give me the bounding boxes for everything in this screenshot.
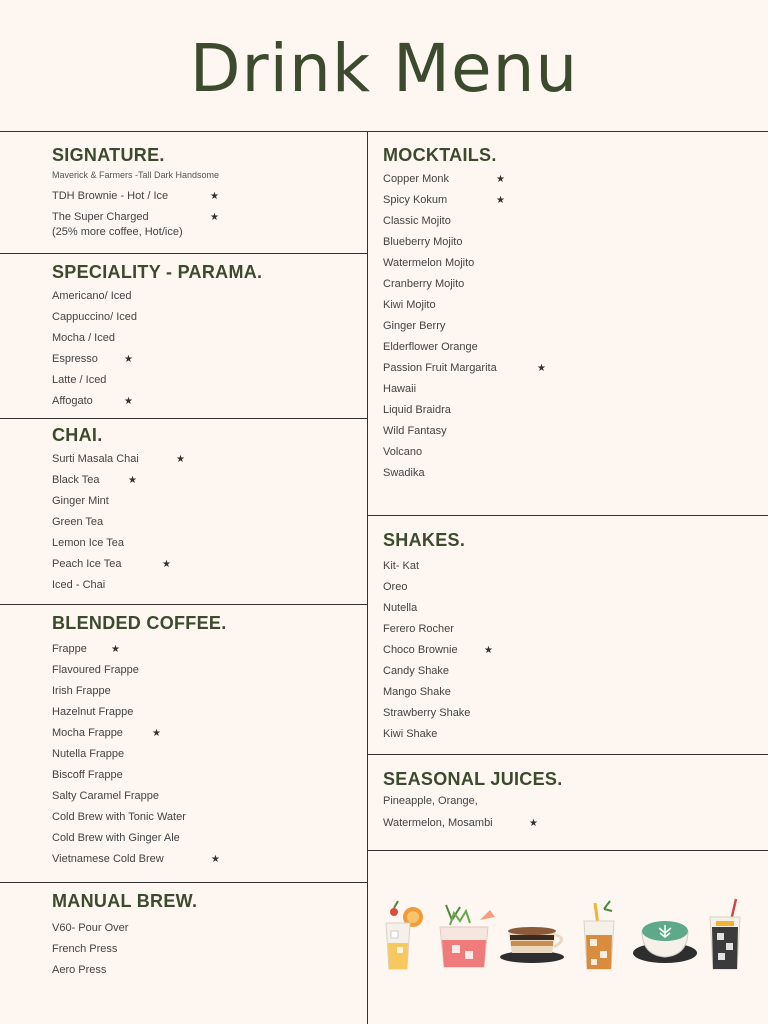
- star-icon: ★: [484, 645, 493, 656]
- star-icon: ★: [124, 396, 133, 407]
- star-icon: ★: [529, 818, 538, 829]
- menu-item-classic-mojito: Classic Mojito: [383, 215, 451, 227]
- menu-item-strawberry-shake: Strawberry Shake: [383, 707, 471, 719]
- column-divider: [367, 131, 368, 1024]
- menu-item-latte-iced: Latte / Iced: [52, 374, 107, 386]
- section-rule: [0, 882, 367, 883]
- menu-item-iced-chai: Iced - Chai: [52, 579, 106, 591]
- menu-item-ginger-berry: Ginger Berry: [383, 320, 446, 332]
- star-icon: ★: [496, 174, 505, 185]
- section-title: CHAI.: [52, 425, 103, 445]
- menu-item-espresso: Espresso: [52, 353, 98, 365]
- menu-item-choco-brownie: Choco Brownie: [383, 644, 458, 656]
- menu-item-nutella: Nutella: [383, 602, 418, 614]
- section-title: SPECIALITY - PARAMA.: [52, 262, 263, 282]
- section-title: SEASONAL JUICES.: [383, 769, 563, 789]
- section-title: SIGNATURE.: [52, 145, 165, 165]
- menu-item-kiwi-shake: Kiwi Shake: [383, 728, 438, 740]
- coffee-cup-icon: [500, 927, 564, 963]
- menu-item-elderflower-orange: Elderflower Orange: [383, 341, 478, 353]
- section-title: BLENDED COFFEE.: [52, 613, 227, 633]
- star-icon: ★: [162, 559, 171, 570]
- menu-item-biscoff-frappe: Biscoff Frappe: [52, 769, 123, 781]
- pink-cocktail-icon: [440, 905, 495, 967]
- menu-item-nutella-frappe: Nutella Frappe: [52, 748, 125, 760]
- section-rule: [367, 754, 768, 755]
- menu-item-wild-fantasy: Wild Fantasy: [383, 425, 447, 437]
- menu-item-passion-fruit-margarita: Passion Fruit Margarita: [383, 362, 497, 374]
- menu-item-copper-monk: Copper Monk: [383, 173, 450, 185]
- menu-item-vietnamese-cold-brew: Vietnamese Cold Brew: [52, 853, 164, 865]
- menu-item-kiwi-mojito: Kiwi Mojito: [383, 299, 436, 311]
- star-icon: ★: [496, 195, 505, 206]
- menu-item-liquid-braidra: Liquid Braidra: [383, 404, 451, 416]
- menu-item-irish-frappe: Irish Frappe: [52, 685, 111, 697]
- section-rule: [0, 604, 367, 605]
- menu-item-oreo: Oreo: [383, 581, 408, 593]
- menu-item-cappuccino-iced: Cappuccino/ Iced: [52, 311, 137, 323]
- menu-item-mocha-frappe: Mocha Frappe: [52, 727, 123, 739]
- menu-item-note: (25% more coffee, Hot/ice): [52, 226, 183, 238]
- star-icon: ★: [124, 354, 133, 365]
- menu-item-ginger-mint: Ginger Mint: [52, 495, 109, 507]
- menu-item-black-tea: Black Tea: [52, 474, 100, 486]
- menu-item-lemon-ice-tea: Lemon Ice Tea: [52, 537, 124, 549]
- menu-item-surti-masala-chai: Surti Masala Chai: [52, 453, 139, 465]
- section-title: SHAKES.: [383, 530, 466, 550]
- iced-tea-icon: [386, 901, 423, 969]
- menu-item-ferero-rocher: Ferero Rocher: [383, 623, 454, 635]
- menu-item-blueberry-mojito: Blueberry Mojito: [383, 236, 463, 248]
- star-icon: ★: [111, 644, 120, 655]
- menu-item-candy-shake: Candy Shake: [383, 665, 450, 677]
- menu-item-mocha-iced: Mocha / Iced: [52, 332, 115, 344]
- menu-item-salty-caramel-frappe: Salty Caramel Frappe: [52, 790, 159, 802]
- star-icon: ★: [176, 454, 185, 465]
- menu-item-swadika: Swadika: [383, 467, 425, 479]
- star-icon: ★: [152, 728, 161, 739]
- section-subtitle: Maverick & Farmers -Tall Dark Handsome: [52, 170, 220, 180]
- menu-item-french-press: French Press: [52, 943, 118, 955]
- section-title: MANUAL BREW.: [52, 891, 198, 911]
- menu-item-frappe: Frappe: [52, 643, 87, 655]
- section-rule: [0, 253, 367, 254]
- drink-illustrations: [380, 895, 750, 975]
- star-icon: ★: [128, 475, 137, 486]
- iced-coffee-icon: [584, 901, 614, 969]
- menu-item-the-super-charged: The Super Charged: [52, 211, 149, 223]
- page-title: Drink Menu: [189, 30, 579, 107]
- star-icon: ★: [210, 212, 219, 223]
- menu-item-cold-brew-with-ginger-ale: Cold Brew with Ginger Ale: [52, 832, 180, 844]
- menu-item-green-tea: Green Tea: [52, 516, 104, 528]
- latte-art-icon: [633, 921, 697, 963]
- section-rule: [367, 850, 768, 851]
- menu-item-hawaii: Hawaii: [383, 383, 417, 395]
- menu-item-hazelnut-frappe: Hazelnut Frappe: [52, 706, 134, 718]
- menu-item-flavoured-frappe: Flavoured Frappe: [52, 664, 139, 676]
- menu-item-v60-pour-over: V60- Pour Over: [52, 922, 129, 934]
- menu-item-tdh-brownie-hot-ice: TDH Brownie - Hot / Ice: [52, 190, 169, 202]
- menu-item-cold-brew-with-tonic-water: Cold Brew with Tonic Water: [52, 811, 186, 823]
- star-icon: ★: [211, 854, 220, 865]
- menu-item-affogato: Affogato: [52, 395, 93, 407]
- star-icon: ★: [210, 191, 219, 202]
- menu-item-cranberry-mojito: Cranberry Mojito: [383, 278, 465, 290]
- menu-item-watermelon-mojito: Watermelon Mojito: [383, 257, 475, 269]
- menu-item-watermelon-mosambi: Watermelon, Mosambi: [383, 817, 493, 829]
- menu-item-pineapple-orange: Pineapple, Orange,: [383, 795, 478, 807]
- menu-item-aero-press: Aero Press: [52, 964, 107, 976]
- section-rule: [0, 418, 367, 419]
- menu-item-kit-kat: Kit- Kat: [383, 560, 420, 572]
- menu-item-volcano: Volcano: [383, 446, 423, 458]
- rule-top: [0, 131, 768, 132]
- menu-item-mango-shake: Mango Shake: [383, 686, 451, 698]
- section-rule: [367, 515, 768, 516]
- section-title: MOCKTAILS.: [383, 145, 497, 165]
- cold-brew-icon: [710, 899, 740, 969]
- menu-item-spicy-kokum: Spicy Kokum: [383, 194, 448, 206]
- menu-item-americano-iced: Americano/ Iced: [52, 290, 132, 302]
- menu-item-peach-ice-tea: Peach Ice Tea: [52, 558, 122, 570]
- star-icon: ★: [537, 363, 546, 374]
